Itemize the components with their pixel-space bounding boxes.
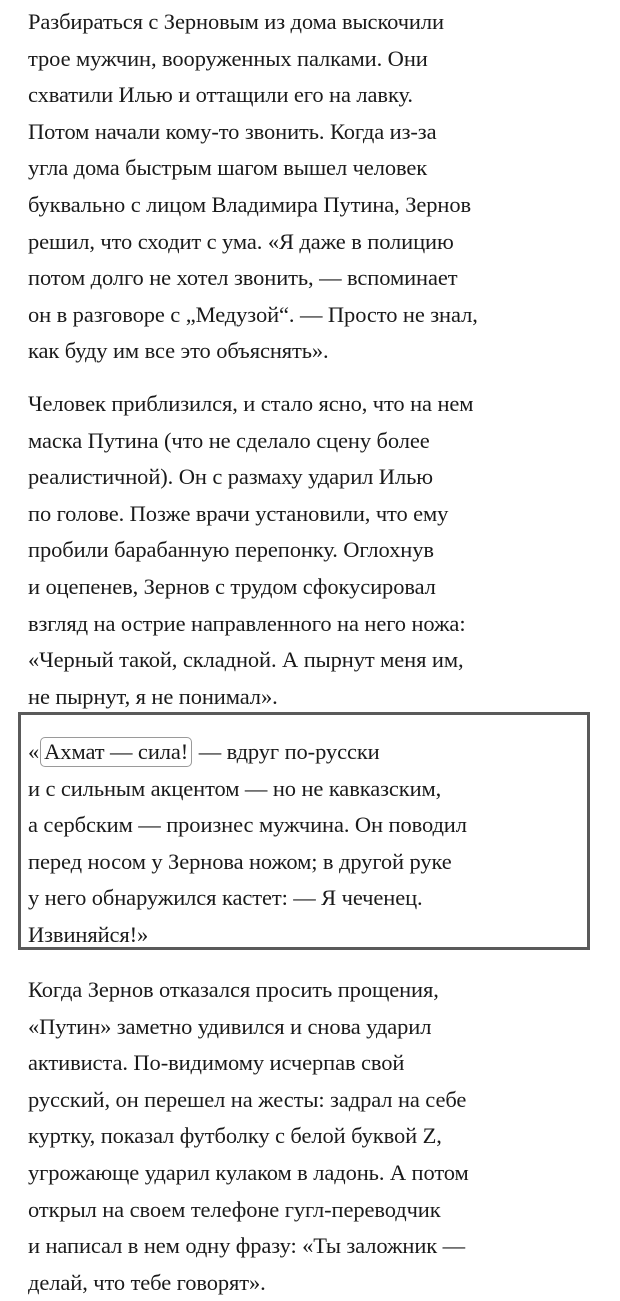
text-line: Когда Зернов отказался просить прощения, xyxy=(28,977,439,1002)
text-line: угрожающе ударил кулаком в ладонь. А потом xyxy=(28,1159,469,1185)
text-line: как буду им все это объяснять». xyxy=(28,338,329,364)
text-line: реалистичной). Он с размаху ударил Илью xyxy=(28,464,433,490)
text-line: перед носом у Зернова ножом; в другой руке xyxy=(28,848,452,874)
text-line: трое мужчин, вооруженных палками. Они xyxy=(28,45,428,71)
text-line: Извиняйся!» xyxy=(28,921,149,947)
text-line: у него обнаружился кастет: — Я чеченец. xyxy=(28,885,423,911)
paragraph-4 xyxy=(28,972,469,1301)
text-line: по голове. Позже врачи установили, что ему xyxy=(28,500,449,526)
text-line: взгляд на острие направленного на него ножа: xyxy=(28,610,466,636)
text-line: Потом начали кому-то звонить. Когда из-за xyxy=(28,118,437,144)
text-line: «Путин» заметно удивился и снова ударил xyxy=(28,1013,432,1039)
text-line: он в разговоре с „Медузой“. — Просто не знал, xyxy=(28,301,478,327)
text-line xyxy=(28,734,467,771)
paragraph-2 xyxy=(28,386,473,715)
text-line: открыл на своем телефоне гугл-переводчик xyxy=(28,1196,441,1222)
text-line: Разбираться с Зерновым из дома выскочили xyxy=(28,9,444,34)
highlighted-paragraph xyxy=(28,734,467,954)
text-line: куртку, показал футболку с белой буквой Z, xyxy=(28,1123,442,1149)
text-line: схватили Илью и оттащили его на лавку. xyxy=(28,82,413,108)
text-line: пробили барабанную перепонку. Оглохнув xyxy=(28,537,434,563)
text-line: и с сильным акцентом — но не кавказским, xyxy=(28,775,442,801)
text-line: и написал в нем одну фразу: «Ты заложник — xyxy=(28,1233,466,1259)
text-line: а сербским — произнес мужчина. Он поводил xyxy=(28,812,467,838)
text-line: активиста. По-видимому исчерпав свой xyxy=(28,1050,405,1076)
open-quote: « xyxy=(28,739,40,764)
text-line: не пырнут, я не понимал». xyxy=(28,683,278,709)
text-line: и оцепенев, Зернов с трудом сфокусировал xyxy=(28,573,436,599)
highlighted-phrase: Ахмат — сила! xyxy=(40,737,192,767)
text-line: буквально с лицом Владимира Путина, Зернов xyxy=(28,191,472,217)
text-line: «Черный такой, складной. А пырнут меня им, xyxy=(28,647,464,673)
text-line: Человек приблизился, и стало ясно, что на нем xyxy=(28,391,474,416)
text-line: потом долго не хотел звонить, — вспоминает xyxy=(28,265,458,291)
line-rest: — вдруг по-русски xyxy=(193,739,380,764)
text-line: маска Путина (что не сделало сцену более xyxy=(28,427,430,453)
paragraph-1 xyxy=(28,4,478,370)
text-line: русский, он перешел на жесты: задрал на себе xyxy=(28,1086,467,1112)
text-line: делай, что тебе говорят». xyxy=(28,1269,266,1295)
text-line: решил, что сходит с ума. «Я даже в полицию xyxy=(28,228,454,254)
text-line: угла дома быстрым шагом вышел человек xyxy=(28,155,428,181)
